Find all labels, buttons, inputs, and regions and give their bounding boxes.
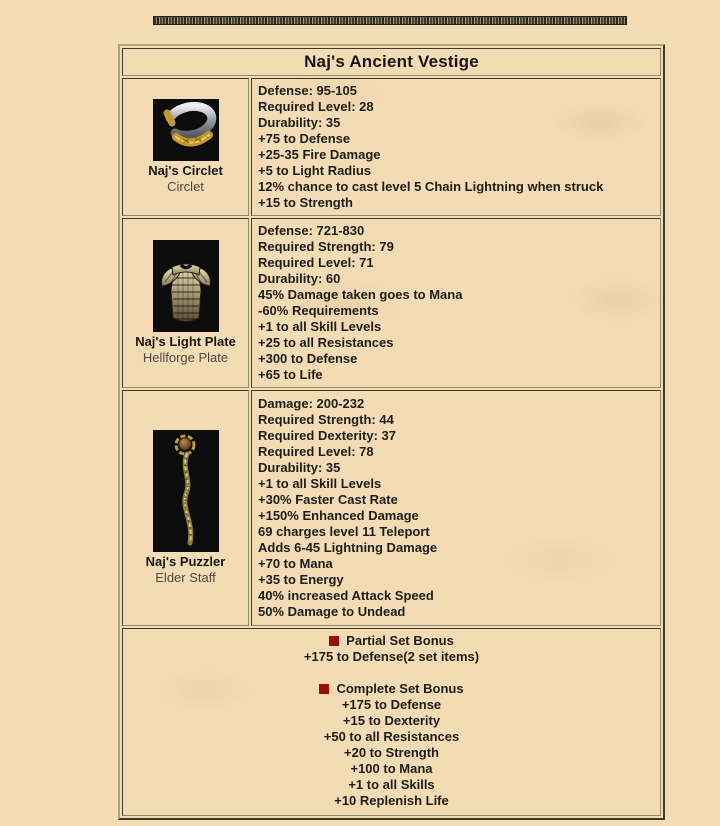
stat-line: +150% Enhanced Damage — [258, 508, 419, 523]
red-square-bullet-icon — [319, 684, 329, 694]
bonus-line: +100 to Mana — [350, 761, 433, 776]
stat-line: 40% increased Attack Speed — [258, 588, 434, 603]
item-image-circlet — [153, 99, 219, 161]
stat-line: +65 to Life — [258, 367, 323, 382]
item-type: Hellforge Plate — [142, 350, 229, 365]
stat-line: Durability: 35 — [258, 115, 341, 130]
stat-line: +35 to Energy — [258, 572, 344, 587]
bonus-line: +175 to Defense — [341, 697, 442, 712]
item-name: Naj's Puzzler — [145, 554, 226, 569]
stat-line: Required Level: 28 — [258, 99, 374, 114]
stat-line: +5 to Light Radius — [258, 163, 372, 178]
item-image-light-plate — [153, 240, 219, 332]
stat-line: Required Level: 78 — [258, 444, 374, 459]
item-type: Circlet — [167, 179, 204, 194]
complete-set-bonus-header — [131, 681, 652, 697]
stat-line: +70 to Mana — [258, 556, 333, 571]
item-type: Elder Staff — [155, 570, 216, 585]
stat-line: 45% Damage taken goes to Mana — [258, 287, 463, 302]
set-bonus-section — [122, 628, 661, 816]
stat-line: Required Level: 71 — [258, 255, 374, 270]
stat-line: Required Strength: 44 — [258, 412, 394, 427]
item-name: Naj's Circlet — [148, 163, 223, 178]
complete-set-bonus-label: Complete Set Bonus — [336, 681, 464, 696]
bonus-line: +50 to all Resistances — [323, 729, 460, 744]
stat-line: +1 to all Skill Levels — [258, 476, 382, 491]
bonus-line: +15 to Dexterity — [342, 713, 441, 728]
circlet-icon — [153, 99, 219, 161]
bonus-line: +20 to Strength — [344, 745, 439, 760]
set-items-table — [118, 44, 665, 820]
partial-set-bonus-header — [131, 633, 652, 649]
stat-line: +30% Faster Cast Rate — [258, 492, 398, 507]
stat-line: Required Strength: 79 — [258, 239, 394, 254]
stat-line: +300 to Defense — [258, 351, 358, 366]
item-cell-circlet — [122, 78, 249, 216]
light-plate-icon — [153, 240, 219, 332]
stat-line: +25 to all Resistances — [258, 335, 394, 350]
stat-line: +15 to Strength — [258, 195, 353, 210]
stat-line: Durability: 35 — [258, 460, 341, 475]
stat-line: 50% Damage to Undead — [258, 604, 406, 619]
item-row-light-plate — [122, 218, 661, 388]
ornamental-divider-icon — [153, 16, 627, 25]
stat-line: Defense: 95-105 — [258, 83, 357, 98]
stat-line: Adds 6-45 Lightning Damage — [258, 540, 438, 555]
bonus-line: +1 to all Skills — [348, 777, 435, 792]
red-square-bullet-icon — [329, 636, 339, 646]
stat-line: Defense: 721-830 — [258, 223, 365, 238]
partial-set-bonus-label: Partial Set Bonus — [346, 633, 454, 648]
stat-line: 69 charges level 11 Teleport — [258, 524, 430, 539]
item-cell-puzzler — [122, 390, 249, 626]
elder-staff-icon — [153, 430, 219, 552]
stat-line: 12% chance to cast level 5 Chain Lightning when struck — [258, 179, 604, 194]
item-stats-light-plate — [251, 218, 661, 388]
item-name: Naj's Light Plate — [135, 334, 236, 349]
item-stats-circlet — [251, 78, 661, 216]
stat-line: Required Dexterity: 37 — [258, 428, 396, 443]
item-cell-light-plate — [122, 218, 249, 388]
stat-line: +25-35 Fire Damage — [258, 147, 381, 162]
stat-line: Durability: 60 — [258, 271, 341, 286]
bonus-line: +10 Replenish Life — [334, 793, 449, 808]
stat-line: +1 to all Skill Levels — [258, 319, 382, 334]
bonus-spacer — [131, 665, 652, 681]
item-row-circlet — [122, 78, 661, 216]
stat-line: Damage: 200-232 — [258, 396, 365, 411]
item-row-puzzler — [122, 390, 661, 626]
item-stats-puzzler — [251, 390, 661, 626]
item-image-puzzler — [153, 430, 219, 552]
page-title: Naj's Ancient Vestige — [122, 48, 661, 76]
bonus-line: +175 to Defense(2 set items) — [303, 649, 480, 664]
stat-line: +75 to Defense — [258, 131, 351, 146]
stat-line: -60% Requirements — [258, 303, 379, 318]
